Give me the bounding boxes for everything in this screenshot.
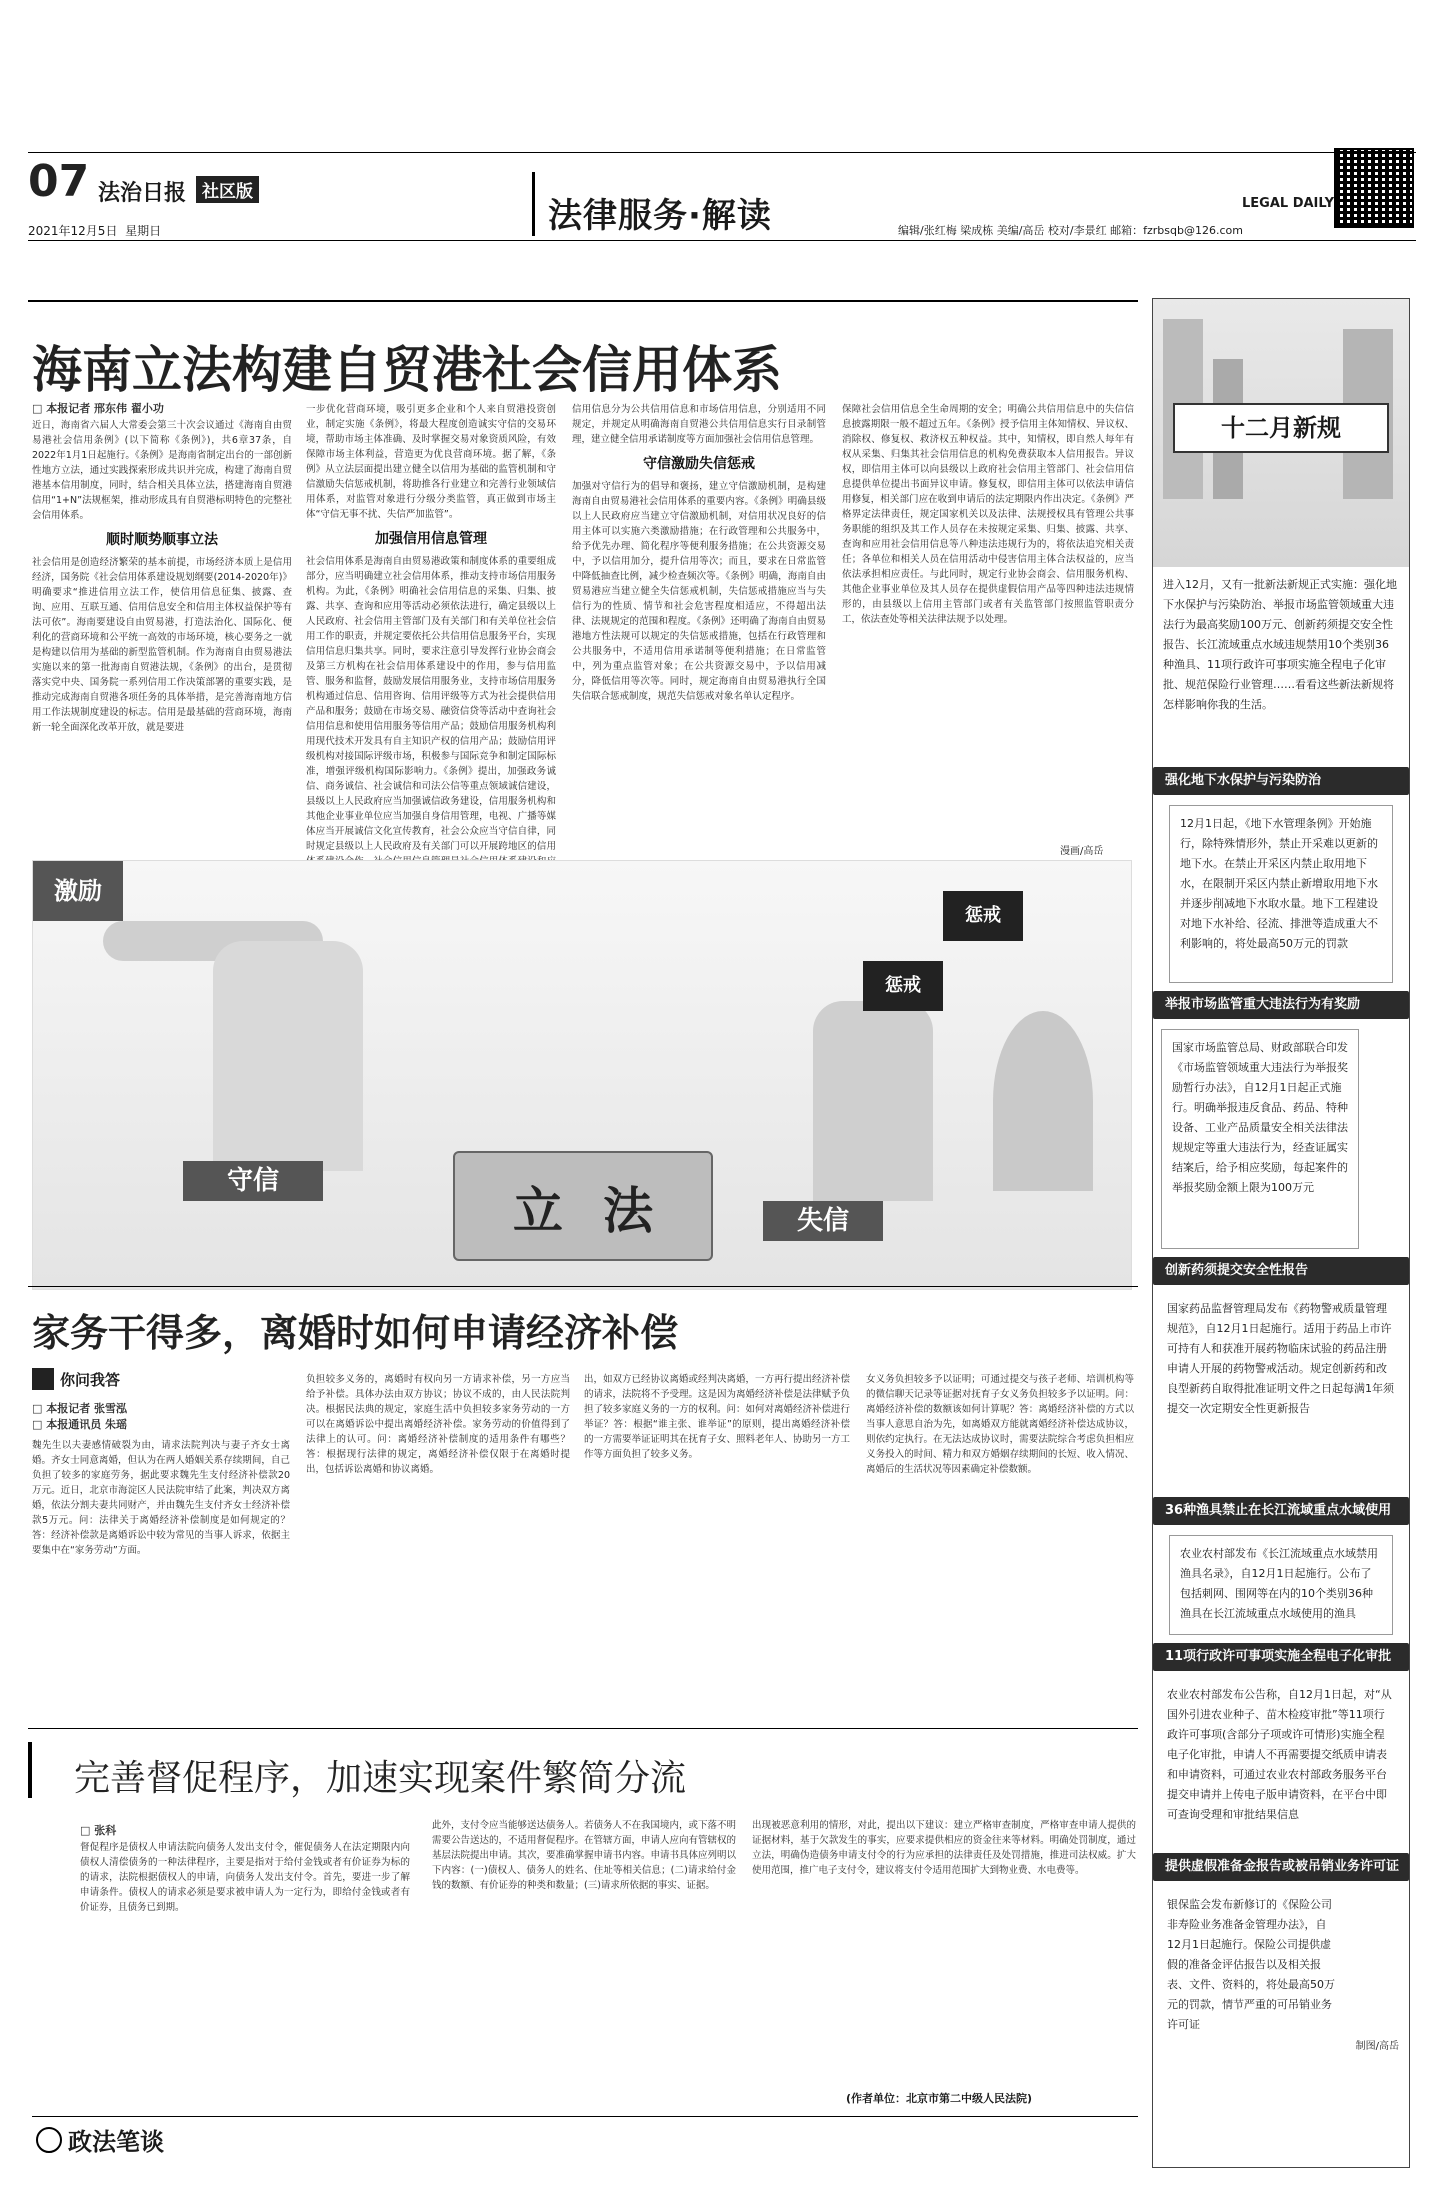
sidebar-intro: 进入12月，又有一批新法新规正式实施：强化地下水保护与污染防治、举报市场监管领域重大违法行为最高奖励100万元、创新药须提交安全性报告、长江流域重点水域违规禁用10个类别36种渔具、11项行政许可事项实施全程电子化审批、规范保险行业管理……看看这些新法新规将怎样影响你我的生活。: [1163, 578, 1397, 711]
article3-title-bar: [28, 1742, 32, 1798]
article2-col2: [306, 1372, 570, 1708]
article3-author: (作者单位：北京市第二中级人民法院): [846, 2092, 1033, 2105]
sidebar-item1-text: 12月1日起，《地下水管理条例》开始施行，除特殊情形外，禁止开采难以更新的地下水。在禁止开采区内禁止取用地下水，在限制开采区内禁止新增取用地下水并逐步削减地下水取水量。地下工程建设对地下水补给、径流、排泄等造成重大不利影响的，将处最高50万元的罚款: [1169, 805, 1393, 983]
article1-col3-lead: 信用信息分为公共信用信息和市场信用信息，分别适用不同规定，并规定从明确海南自贸港公共信用信息实行目录制管理，建立健全信用承诺制度等方面加强社会信用信息管理。: [572, 404, 826, 445]
article3-col1: [80, 1840, 410, 2110]
article1-heading3: 守信激励失信惩戒: [643, 456, 755, 472]
article3-col3-body: 出现被恶意利用的情形，对此，提出以下建议：建立严格审查制度，严格审查申请人提供的证据材料，基于欠款发生的事实，应要求提供相应的资金往来等材料。明确处罚制度，通过立法，明确伪造债务申请支付令的行为应承担的法律责任及处罚措施，推进司法权威。扩大使用范围，推广电子支付令，建议将支付令适用范围扩大到物业费、水电费等。: [752, 1820, 1136, 1876]
article3-col1-body: 督促程序是债权人申请法院向债务人发出支付令，催促债务人在法定期限内向债权人清偿债务的一种法律程序，主要是指对于给付金钱或者有价证券为标的的请求，法院根据债权人的申请，向债务人发出支付令。首先，要进一步了解申请条件。债权人的请求必须是要求被申请人为一定行为，即给付金钱或者有价证券，且债务已到期。: [80, 1842, 410, 1913]
sidebar-item3-heading: 创新药须提交安全性报告: [1153, 1257, 1409, 1285]
article1-title: 海南立法构建自贸港社会信用体系: [32, 341, 782, 399]
article2-col4-body: 女义务负担较多予以证明；可通过提交与孩子老师、培训机构等的微信聊天记录等证据对抚育子女义务负担较多予以证明。问：离婚经济补偿的数额该如何计算呢？答：离婚经济补偿的方式以当事人意思自治为先，如离婚双方能就离婚经济补偿达成协议，则依约定执行。在无法达成协议时，需要法院综合考虑负担相应义务投入的时间、精力和双方婚姻存续期间的长短、收入情况、离婚后的生活状况等因素确定补偿数额。: [866, 1374, 1134, 1475]
illustration-incentive-label: 激励: [33, 861, 123, 921]
sidebar-item4-text: 农业农村部发布《长江流域重点水域禁用渔具名录》，自12月1日起施行。公布了包括刺网、围网等在内的10个类别36种渔具在长江流域重点水域使用的渔具: [1169, 1535, 1393, 1635]
article3-col3: [752, 1818, 1136, 2078]
illustration-keep-trust-label: 守信: [183, 1161, 323, 1201]
article3-rule: [28, 1728, 1138, 1729]
palm-tree-icon: [993, 1011, 1093, 1191]
article2-col1-body: 魏先生以夫妻感情破裂为由，请求法院判决与妻子齐女士离婚。齐女士同意离婚，但认为在两人婚姻关系存续期间，自己负担了较多的家庭劳务，据此要求魏先生支付经济补偿款20万元。近日，北京市海淀区人民法院审结了此案，判决双方离婚，依法分割夫妻共同财产，并由魏先生支付齐女士经济补偿款5万元。问：法律关于离婚经济补偿制度是如何规定的？答：经济补偿款是离婚诉讼中较为常见的当事人诉求，依据主要集中在“家务劳动”方面。: [32, 1440, 290, 1556]
illustration-punish-label-2: 惩戒: [943, 891, 1023, 941]
article3-title: 完善督促程序，加速实现案件繁简分流: [74, 1758, 687, 1799]
sidebar-header-illustration: [1153, 299, 1409, 567]
sidebar-item2-heading: 举报市场监管重大违法行为有奖励: [1153, 991, 1409, 1019]
illustration-book-text: 立法: [513, 1182, 693, 1240]
sidebar-title: 十二月新规: [1173, 403, 1389, 453]
article2-col3-body: 出，如双方已经协议离婚或经判决离婚，一方再行提出经济补偿的请求，法院将不予受理。这是因为离婚经济补偿是法律赋予负担了较多家庭义务的一方的权利。问：如何对离婚经济补偿进行举证？答：根据“谁主张、谁举证”的原则，提出离婚经济补偿的一方需要举证证明其在抚育子女、照料老年人、协助另一方工作等方面负担了较多义务。: [584, 1374, 850, 1460]
qr-code-icon: [1334, 148, 1414, 228]
article1-heading2: 加强信用信息管理: [375, 531, 487, 547]
footer-column-name: 政法笔谈: [68, 2128, 164, 2156]
section-title: 法律服务·解读: [548, 196, 772, 236]
article2-title: 家务干得多，离婚时如何申请经济补偿: [32, 1311, 679, 1355]
legal-daily-label: LEGAL DAILY: [1242, 196, 1335, 211]
sidebar-item6-text: 银保监会发布新修订的《保险公司非寿险业务准备金管理办法》，自12月1日起施行。保险公司提供虚假的准备金评估报告以及相关报表、文件、资料的，将处最高50万元的罚款，情节严重的可吊销业务许可证: [1167, 1898, 1335, 2031]
article2-byline2: □ 本报通讯员 朱瑶: [32, 1418, 128, 1431]
businessman-figure-icon: [213, 941, 363, 1171]
qa-column-icon: [32, 1368, 54, 1390]
column-seal-icon: [36, 2127, 62, 2153]
article1-illustration: [32, 860, 1132, 1290]
article3-col2: [432, 1818, 736, 2108]
article1-col1: [32, 418, 292, 858]
editors-line: 编辑/张红梅 梁成栋 美编/高岳 校对/李景红 邮箱：fzrbsqb@126.com: [898, 224, 1243, 237]
article1-byline: □ 本报记者 邢东伟 翟小功: [32, 402, 164, 415]
article1-col2-body: 社会信用体系是海南自由贸易港政策和制度体系的重要组成部分，应当明确建立社会信用体系，推动支持市场信用服务机构。为此，《条例》明确社会信用信息的采集、归集、披露、共享、查询和应用等活动必须依法进行，确定县级以上人民政府、社会信用主管部门及有关部门和有关单位社会信用工作的职责，并规定要依托公共信用信息服务平台，实现信用信息归集共享。同时，要求注意引导发挥行业协会商会及第三方机构在社会信用体系建设中的作用，参与信用监管、服务和监督，鼓励发展信用服务业，支持市场信用服务机构通过信息、信用咨询、信用评级等方式为社会提供信用产品和服务；鼓励在市场交易、融资信贷等活动中查询社会信用信息和使用信用服务等信用产品；鼓励信用服务机构利用现代技术开发具有自主知识产权的信用产品；鼓励信用评级机构对接国际评级市场，积极参与国际竞争和制定国际标准，增强评级机构国际影响力。《条例》提出，加强政务诚信、商务诚信、社会诚信和司法公信等重点领域诚信建设，县级以上人民政府应当加强诚信政务建设，信用服务机构和其他企业事业单位应当加强自身信用管理，电视、广播等媒体应当开展诚信文化宣传教育，社会公众应当守信自律，同时规定县级以上人民政府及有关部门可以开展跨地区的信用: [306, 556, 556, 852]
sidebar-item2-text: 国家市场监管总局、财政部联合印发《市场监管领域重大违法行为举报奖励暂行办法》，自12月1日起正式施行。明确举报违反食品、药品、特种设备、工业产品质量安全相关法律法规规定等重大违法行为，经查证属实结案后，给予相应奖励，每起案件的举报奖励金额上限为100万元: [1161, 1029, 1359, 1249]
article1-col2-lead: 一步优化营商环境，吸引更多企业和个人来自贸港投资创业，制定实施《条例》，将最大程度创造诚实守信的交易环境，帮助市场主体准确、及时掌握交易对象资质风险，有效保障市场主体利益，营造更为优良营商环境。据了解，《条例》从立法层面提出建立健全以信用为基础的监管机制和守信激励失信惩戒机制，将助推各行业建立和完善行业领域信用体系，对监管对象进行分级分类监管，真正做到市场主体“守信无事不扰、失信严加监管”。: [306, 404, 556, 520]
article3-byline: □ 张科: [80, 1824, 117, 1837]
illustration-punish-label-1: 惩戒: [863, 961, 943, 1011]
article1-col3-body: 加强对守信行为的倡导和褒扬，建立守信激励机制，是构建海南自由贸易港社会信用体系的重要内容。《条例》明确县级以上人民政府应当建立守信激励机制，对信用状况良好的信用主体可以实施六类激励措施；在行政管理和公共服务中，给予优先办理、简化程序等便利服务措施；在公共资源交易中，予以信用加分，提升信用等次；而且，要求在日常监管中降低抽查比例，减少检查频次等。《条例》明确，海南自由贸易港应当建立健全失信惩戒机制，失信惩戒措施应当与失信行为的性质、情节和社会危害程度相适应，不得超出法律、法规规定的范围和程度。《条例》还明确了海南自由贸易港地方性法规可以规定的失信惩戒措施，包括在行政管理和公共服务中，不适用信用承诺制等便利措施；在日常监管中，列为重点监管对象；在公共资源交易中，予以信用减分，降低信用等次等。同时，规定海南自由贸易港执行全国失信联合惩戒制度，规范失信惩戒对象名单认定程序。: [572, 481, 826, 702]
masthead-top-rule: [28, 152, 1416, 153]
title-bar-left: [532, 172, 535, 236]
article2-col2-body: 负担较多义务的，离婚时有权向另一方请求补偿，另一方应当给予补偿。具体办法由双方协议；协议不成的，由人民法院判决。根据民法典的规定，家庭生活中负担较多家务劳动的一方可以在离婚诉讼中提出离婚经济补偿。家务劳动的价值得到了法律上的认可。问：离婚经济补偿制度的适用条件有哪些？答：根据现行法律的规定，离婚经济补偿仅限于在离婚时提出，包括诉讼离婚和协议离婚。: [306, 1374, 570, 1475]
illustration-lose-trust-label: 失信: [763, 1201, 883, 1241]
article2-rule: [28, 1286, 1138, 1287]
issue-weekday: 星期日: [125, 224, 162, 238]
figure-with-bag-icon: [813, 1001, 933, 1201]
sidebar-item3-text: 国家药品监督管理局发布《药物警戒质量管理规范》，自12月1日起施行。适用于药品上市许可持有人和获准开展药物临床试验的药品注册申请人开展的药物警戒活动。规定创新药和改良型新药自取得批准证明文件之日起每满1年须提交一次定期安全性更新报告: [1167, 1302, 1394, 1415]
article2-column-name: 你问我答: [60, 1370, 121, 1389]
footer-rule: [32, 2116, 1138, 2117]
sidebar-item5-text: 农业农村部发布公告称，自12月1日起，对“从国外引进农业种子、苗木检疫审批”等11项行政许可事项(含部分子项或许可情形)实施全程电子化审批，申请人不再需要提交纸质申请表和申请资料，可通过农业农村部政务服务平台提交申请并上传电子版申请资料，在平台中即可查询受理和审批结果信息: [1167, 1688, 1392, 1821]
sidebar-item1-heading: 强化地下水保护与污染防治: [1153, 767, 1409, 795]
masthead-bottom-rule: [28, 240, 1416, 241]
sidebar-item6-heading: 提供虚假准备金报告或被吊销业务许可证: [1153, 1853, 1409, 1881]
article1-col1-body: 社会信用是创造经济繁荣的基本前提，市场经济本质上是信用经济，国务院《社会信用体系建设规划纲要(2014-2020年)》明确要求“推进信用立法工作，使信用信息征集、披露、查询、应用、互联互通、信用信息安全和信用主体权益保护等有法可依”。海南要建设自由贸易港，打造法治化、国际化、便利化的营商环境和公平统一高效的市场环境，核心要务之一就是构建以信用为基础的新型监管机制。作为海南自由贸易港法实施以来的第一批海南自贸港法规，《条例》的出台，是贯彻落实党中央、国务院一系列信用工作决策部署的重要实践，是推动完成海南自贸港各项任务的具体举措，是完善海南地方信用工作法规制度建设的标志。信用是最基础的营商环境，海南新一轮全面深化改革开放，就是要进: [32, 557, 292, 733]
section-name: 社区版: [196, 176, 259, 203]
article1-col1-lead: 近日，海南省六届人大常委会第三十次会议通过《海南自由贸易港社会信用条例》(以下简称《条例》)，共6章37条，自2022年1月1日起施行。《条例》是海南省制定出台的一部创新性地方立法，通过实践探索形成共识并完成，构建了海南自贸港基本信用制度，同时，结合相关具体立法，搭建海南自贸港信用“1+N”法规框架，推动形成具有自贸港标明特色的完整社会信用体系。: [32, 420, 292, 521]
article2-col4: [866, 1372, 1134, 1708]
article1-col4-body: 保障社会信用信息全生命周期的安全；明确公共信用信息中的失信信息披露期限一般不超过五年。《条例》授予信用主体知情权、异议权、消除权、修复权、救济权五种权益。其中，知情权，即自然人每年有权从采集、归集其社会信用信息的机构免费获取本人信用报告。异议权，即信用主体可以向县级以上政府社会信用主管部门、社会信用信息提供单位提出书面异议申请。修复权，即信用主体可以依法申请信用修复，相关部门应在收到申请后的法定期限内作出决定。《条例》严格界定法律责任，规定国家机关以及法律、法规授权具有管理公共事务职能的组织及其工作人员存在未按规定采集、归集、披露、共享、查询和应用社会信用信息等八种违法违规行为的，将依法追究相关责任；各单位和相关人员在信用活动中侵害信用主体合法权益的，应当依法承担相应责任。与此同时，规定行业协会商会、信用服务机构、其他企业事业单位及其人员存在提供虚假信用产品等四种违法违规情形的，由县级以上信用主管部门或者有关监管部门按照监管职责分工，依法查处等相关法律法规予以处理。: [842, 404, 1134, 625]
sidebar-credit: 制图/高岳: [1355, 2041, 1399, 2052]
article2-col1: [32, 1438, 290, 1708]
article1-col2: [306, 402, 556, 912]
page-number: 07: [28, 156, 90, 207]
sidebar-item4-heading: 36种渔具禁止在长江流域重点水域使用: [1153, 1497, 1409, 1525]
sidebar: [1152, 298, 1410, 2168]
paper-name: 法治日报: [98, 180, 187, 206]
article1-rule: [28, 300, 1138, 302]
article1-col4: [842, 402, 1134, 842]
article2-col3: [584, 1372, 850, 1708]
article1-heading1: 顺时顺势顺事立法: [106, 532, 218, 548]
sidebar-item5-heading: 11项行政许可事项实施全程电子化审批: [1153, 1643, 1409, 1671]
article2-byline1: □ 本报记者 张雪泓: [32, 1402, 128, 1415]
article1-credit: 漫画/高岳: [1060, 846, 1104, 857]
issue-date: 2021年12月5日: [28, 224, 118, 238]
article3-col2-body: 此外，支付令应当能够送达债务人。若债务人不在我国境内，或下落不明需要公告送达的，不适用督促程序。在管辖方面，申请人应向有管辖权的基层法院提出申请。其次，要准确掌握申请书内容。申请书具体应列明以下内容：(一)债权人、债务人的姓名、住址等相关信息；(二)请求给付金钱的数额、有价证券的种类和数量；(三)请求所依据的事实、证据。: [432, 1820, 736, 1891]
